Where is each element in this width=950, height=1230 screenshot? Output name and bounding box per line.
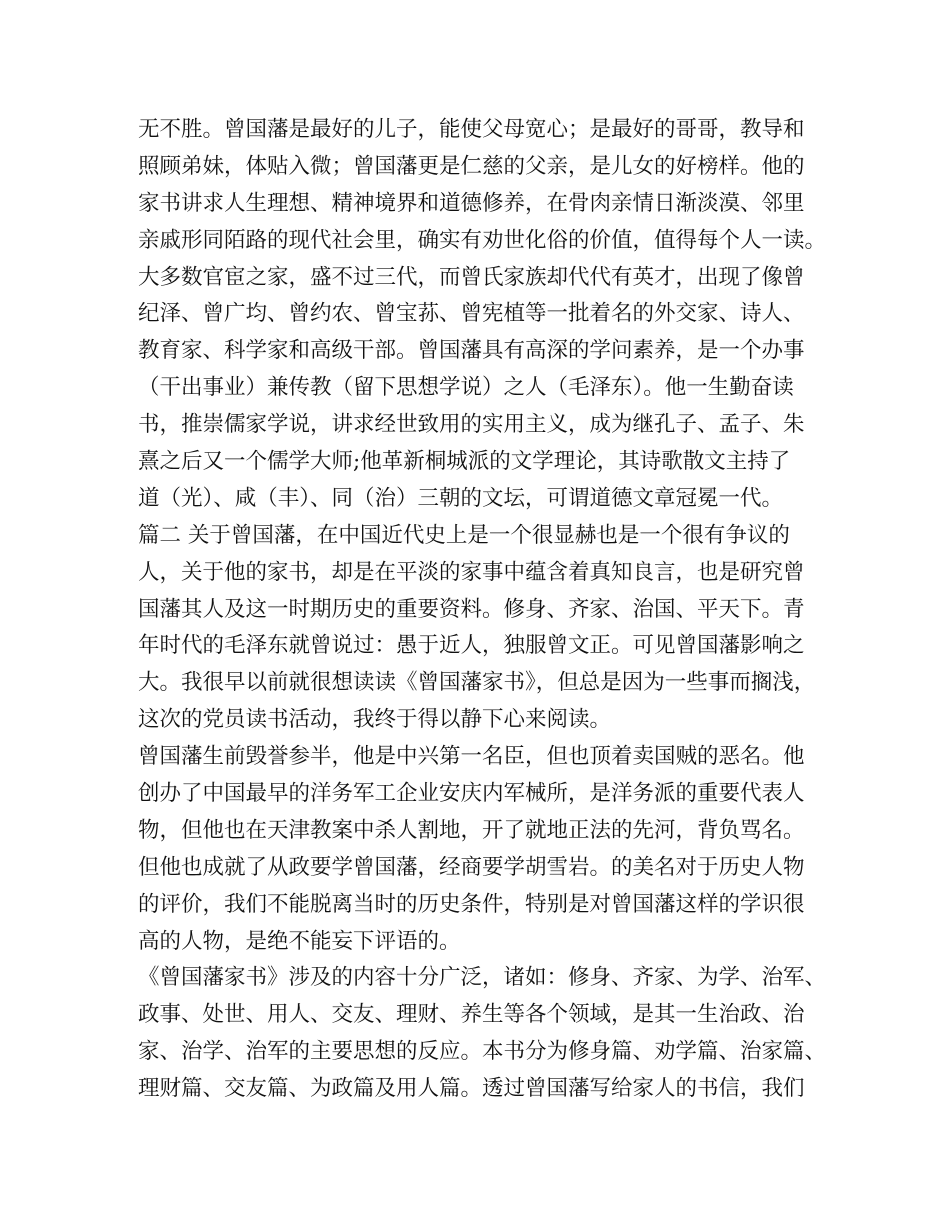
- text-line: 道（光）、咸（丰）、同（治）三朝的文坛，可谓道德文章冠冕一代。: [138, 485, 784, 511]
- text-line: 书，推崇儒家学说，讲求经世致用的实用主义，成为继孔子、孟子、朱: [138, 412, 805, 438]
- text-line: 纪泽、曾广均、曾约农、曾宝荪、曾宪植等一批着名的外交家、诗人、: [138, 301, 805, 327]
- text-line: 政事、处世、用人、交友、理财、养生等各个领域，是其一生治政、治: [138, 1002, 805, 1028]
- text-line: （干出事业）兼传教（留下思想学说）之人（毛泽东）。他一生勤奋读: [138, 375, 794, 401]
- text-line: 亲戚形同陌路的现代社会里，确实有劝世化俗的价值，值得每个人一读。: [138, 227, 827, 253]
- text-line: 高的人物，是绝不能妄下评语的。: [138, 928, 461, 954]
- text-line: 这次的党员读书活动，我终于得以静下心来阅读。: [138, 707, 612, 733]
- text-line: 创办了中国最早的洋务军工企业安庆内军械所，是洋务派的重要代表人: [138, 781, 805, 807]
- text-line: 篇二 关于曾国藩，在中国近代史上是一个很显赫也是一个很有争议的: [138, 522, 790, 548]
- text-line: 理财篇、交友篇、为政篇及用人篇。透过曾国藩写给家人的书信，我们: [138, 1076, 805, 1102]
- text-line: 家书讲求人生理想、精神境界和道德修养，在骨肉亲情日渐淡漠、邻里: [138, 190, 805, 216]
- text-line: 人，关于他的家书，却是在平淡的家事中蕴含着真知良言，也是研究曾: [138, 559, 805, 585]
- text-line: 大。我很早以前就很想读读《曾国藩家书》，但总是因为一些事而搁浅，: [138, 670, 816, 696]
- text-line: 但他也成就了从政要学曾国藩，经商要学胡雪岩。的美名对于历史人物: [138, 854, 805, 880]
- body-text: [138, 112, 838, 1108]
- text-line: 家、治学、治军的主要思想的反应。本书分为修身篇、劝学篇、治家篇、: [138, 1039, 827, 1065]
- text-line: 无不胜。曾国藩是最好的儿子，能使父母宽心；是最好的哥哥，教导和: [138, 117, 805, 142]
- text-line: 物，但他也在天津教案中杀人割地，开了就地正法的先河，背负骂名。: [138, 817, 805, 843]
- text-line: 照顾弟妹，体贴入微；曾国藩更是仁慈的父亲，是儿女的好榜样。他的: [138, 153, 805, 179]
- text-line: 《曾国藩家书》涉及的内容十分广泛，诸如：修身、齐家、为学、治军、: [138, 965, 827, 991]
- text-line: 年时代的毛泽东就曾说过：愚于近人，独服曾文正。可见曾国藩影响之: [138, 633, 805, 659]
- text-line: 国藩其人及这一时期历史的重要资料。修身、齐家、治国、平天下。青: [138, 596, 805, 622]
- text-line: 熹之后又一个儒学大师;他革新桐城派的文学理论，其诗歌散文主持了: [138, 449, 791, 475]
- text-line: 教育家、科学家和高级干部。曾国藩具有高深的学问素养，是一个办事: [138, 338, 805, 364]
- text-line: 曾国藩生前毁誉参半，他是中兴第一名臣，但也顶着卖国贼的恶名。他: [138, 744, 805, 770]
- text-line: 大多数官宦之家，盛不过三代，而曾氏家族却代代有英才，出现了像曾: [138, 264, 805, 290]
- text-line: 的评价，我们不能脱离当时的历史条件，特别是对曾国藩这样的学识很: [138, 891, 805, 917]
